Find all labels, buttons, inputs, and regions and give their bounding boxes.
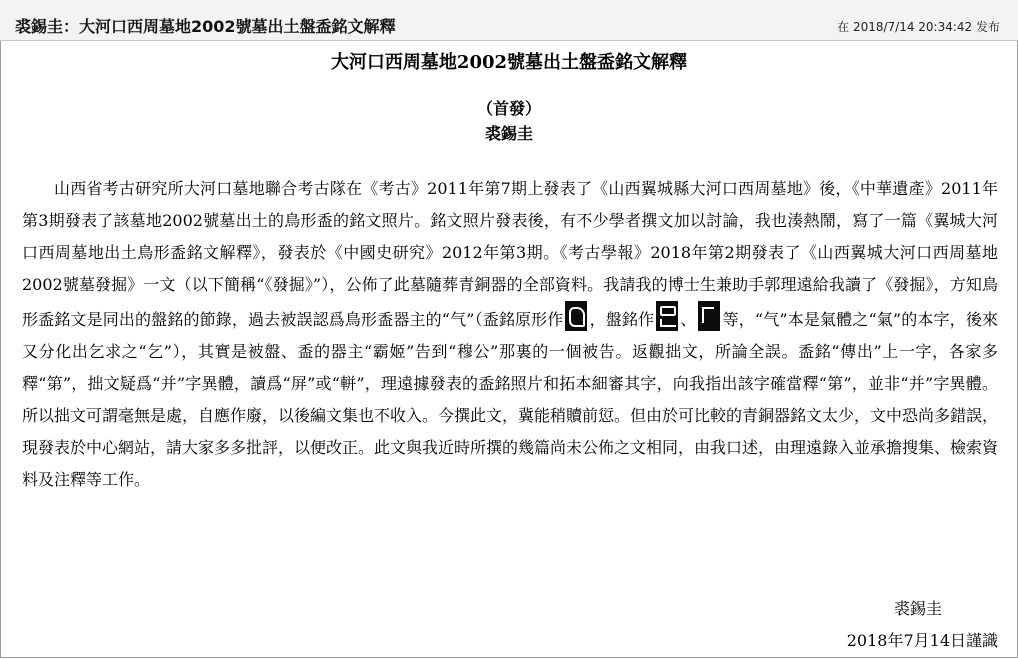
body-text-segment: 等，“气”本是氣體之“氣”的本字，後來又分化出乞求之“乞”），其實是被盤、盉的器主“霸姬”告到“穆公”那裏的一個被告。返觀拙文，所論全誤。盉銘“傳出”上一字，各家多釋“第”，拙文疑爲“并”字異體，讀爲“屏”或“軿”，理遠據發表的盉銘照片和拓本細審其字，向我指出該字確當釋“第”，並非“并”字異體。所以拙文可謂毫無是處，自應作廢，以後編文集也不收入。今撰此文，冀能稍贖前愆。但由於可比較的青銅器銘文太少，文中恐尚多錯誤，現發表於中心網站，請大家多多批評，以便改正。此文與我近時所撰的幾篇尚未公佈之文相同，由我口述，由理遠錄入並承擔搜集、檢索資料及注釋等工作。 xyxy=(22,310,999,489)
article-body xyxy=(22,173,998,496)
article-signature: 裘錫圭 xyxy=(893,599,942,618)
body-text-segment: ，盤銘作 xyxy=(589,310,655,329)
post-title: 裘錫圭：大河口西周墓地2002號墓出土盤盉銘文解釋 xyxy=(15,17,396,36)
article-sign-date: 2018年7月14日謹識 xyxy=(846,631,998,650)
inscription-glyph-pan-a-icon xyxy=(656,301,678,331)
post-header xyxy=(0,0,1018,41)
article-title: 大河口西周墓地2002號墓出土盤盉銘文解釋 xyxy=(330,52,688,73)
body-text-segment: 、 xyxy=(680,310,697,329)
article-first-publish-note: （首發） xyxy=(476,99,541,118)
post-timestamp: 在 2018/7/14 20:34:42 发布 xyxy=(837,20,1000,34)
article-author: 裘錫圭 xyxy=(484,124,533,143)
inscription-glyph-pan-b-icon xyxy=(698,301,720,331)
body-paragraph xyxy=(22,173,998,496)
body-text-segment: 山西省考古研究所大河口墓地聯合考古隊在《考古》2011年第7期上發表了《山西翼城縣大河口西周墓地》後，《中華遺產》2011年第3期發表了該墓地2002號墓出土的鳥形盉的銘文照片。銘文照片發表後，有不少學者撰文加以討論，我也湊熱鬧，寫了一篇《翼城大河口西周墓地出土鳥形盉銘文解釋》，發表於《中國史研究》2012年第3期。《考古學報》2018年第2期發表了《山西翼城大河口西周墓地2002號墓發掘》一文（以下簡稱“《發掘》”），公佈了此墓隨葬青銅器的全部資料。我請我的博士生兼助手郭理遠給我讀了《發掘》，方知鳥形盉銘文是同出的盤銘的節錄，過去被誤認爲鳥形盉器主的“气”（盉銘原形作 xyxy=(22,179,998,329)
inscription-glyph-he-icon xyxy=(565,301,587,331)
